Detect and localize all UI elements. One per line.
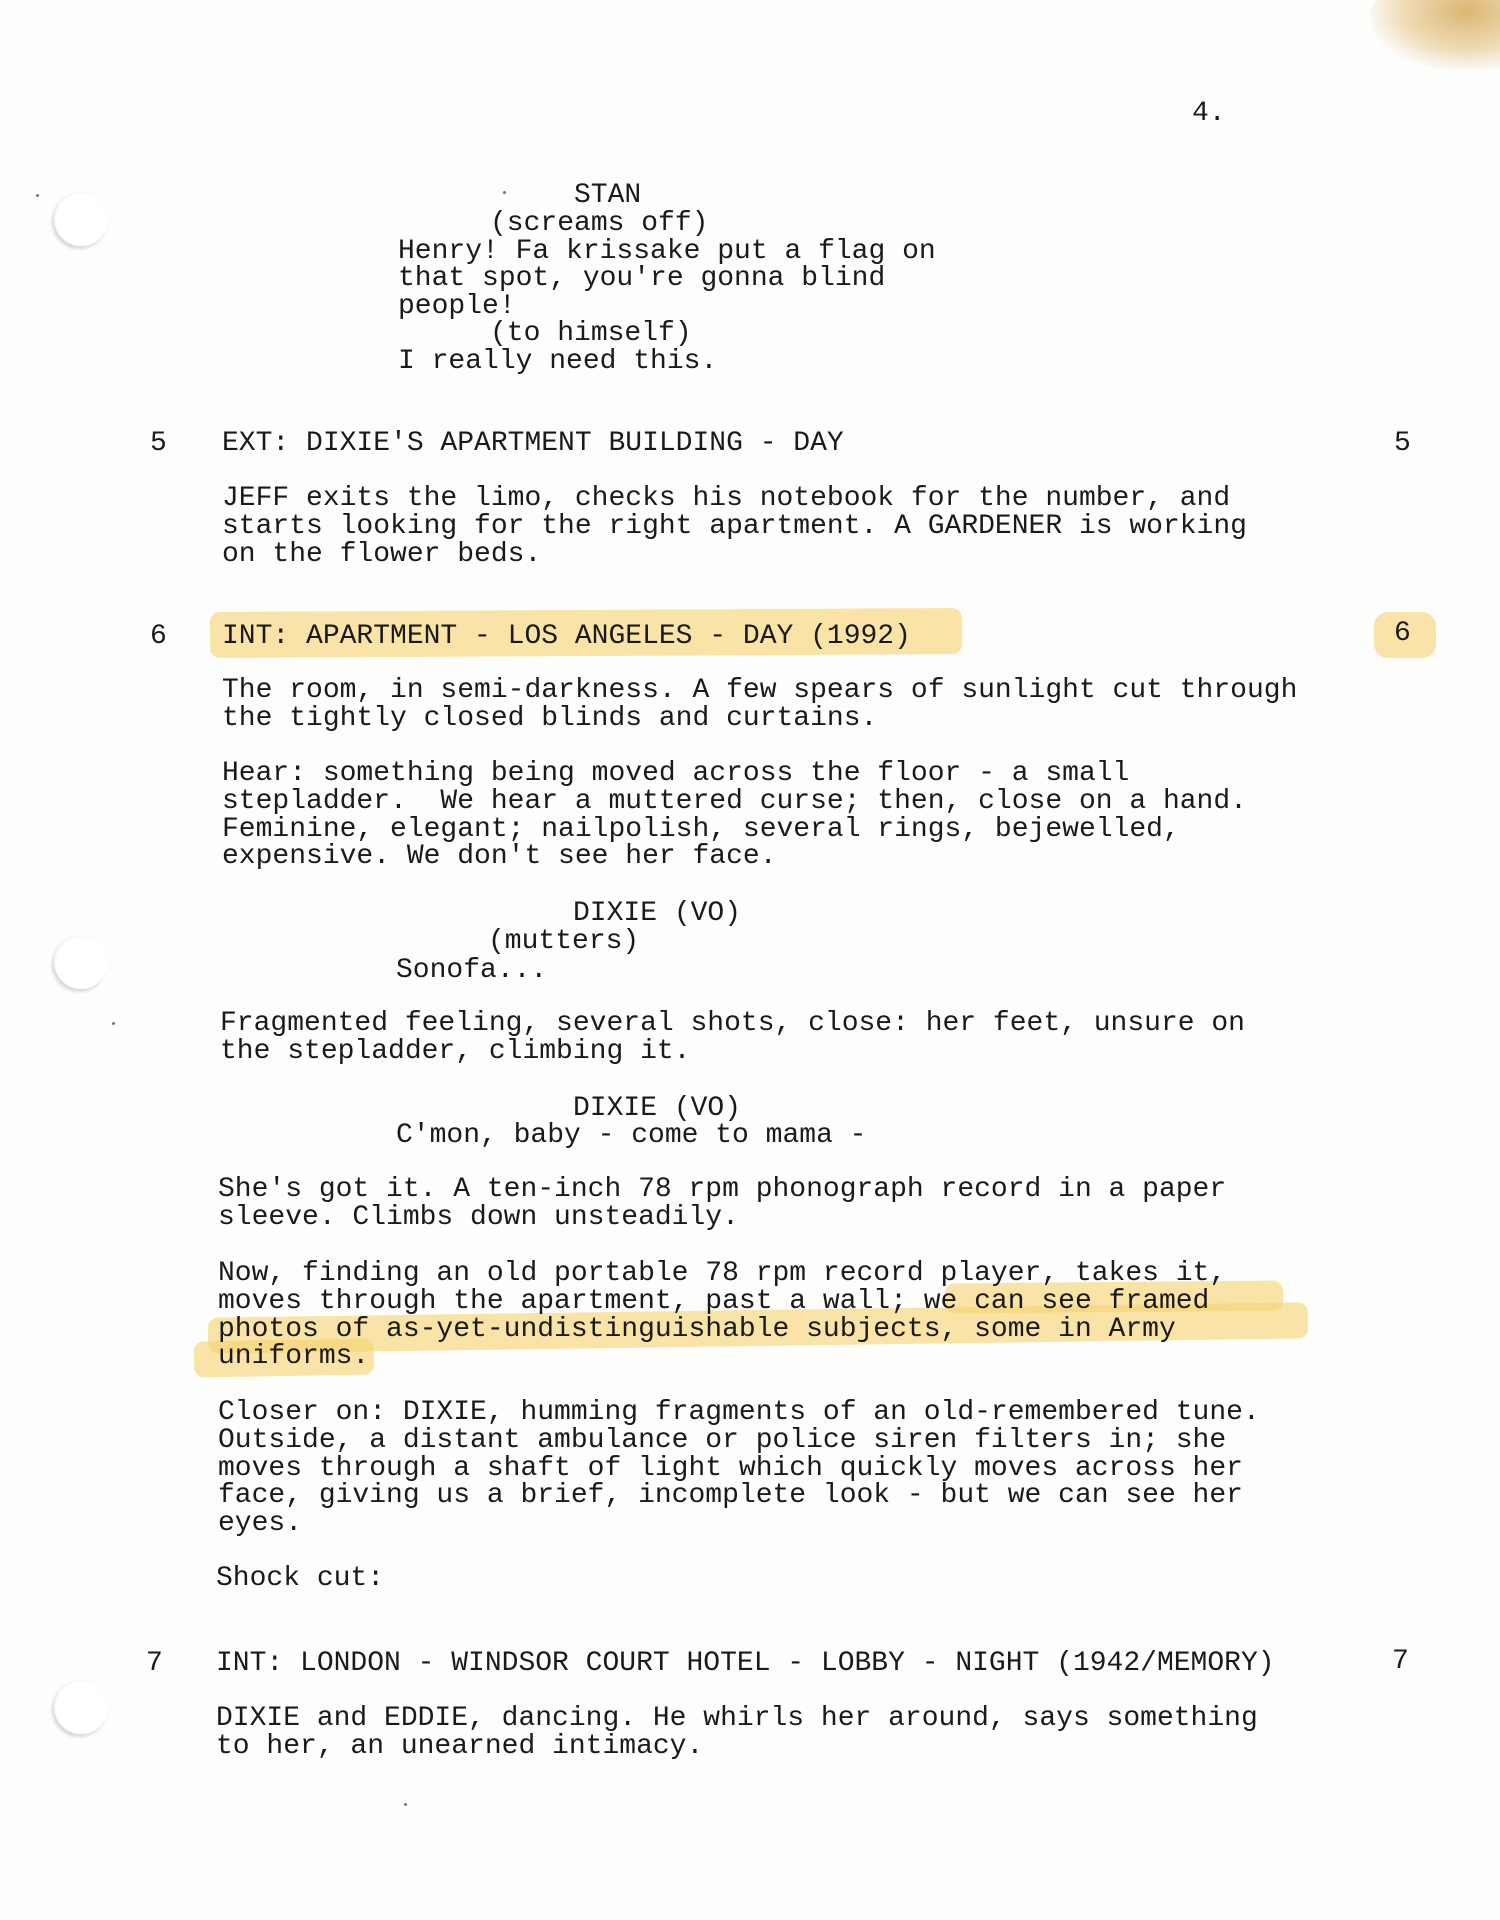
action-line: moves through a shaft of light which quickly moves across her xyxy=(218,1453,1243,1484)
action-line: the tightly closed blinds and curtains. xyxy=(222,703,878,734)
action-line: Closer on: DIXIE, humming fragments of an old-remembered tune. xyxy=(218,1397,1260,1428)
parenthetical: (screams off) xyxy=(490,208,709,239)
character-dixie: DIXIE (VO) xyxy=(573,898,742,929)
action-line: uniforms. xyxy=(218,1341,370,1372)
action-line: face, giving us a brief, incomplete look - but we can see her xyxy=(218,1480,1243,1511)
scene-heading: INT: APARTMENT - LOS ANGELES - DAY (1992) xyxy=(222,621,911,652)
action-line: to her, an unearned intimacy. xyxy=(216,1731,704,1762)
speck xyxy=(503,191,506,194)
parenthetical: (mutters) xyxy=(488,926,640,957)
scene-number-left: 6 xyxy=(150,621,167,652)
action-line: on the flower beds. xyxy=(222,539,542,570)
action-line: photos of as-yet-undistinguishable subjects, some in Army xyxy=(218,1314,1176,1345)
dialogue-line: I really need this. xyxy=(398,346,718,377)
action-line: DIXIE and EDDIE, dancing. He whirls her around, says something xyxy=(216,1703,1258,1734)
punch-hole-bottom xyxy=(54,1680,108,1734)
scene-heading: EXT: DIXIE'S APARTMENT BUILDING - DAY xyxy=(222,428,844,459)
action-line: moves through the apartment, past a wall; we can see framed xyxy=(218,1286,1210,1317)
transition: Shock cut: xyxy=(216,1563,385,1594)
action-line: expensive. We don't see her face. xyxy=(222,841,777,872)
page-number: 4. xyxy=(1192,98,1226,129)
scene-number-left: 5 xyxy=(150,428,167,459)
character-dixie: DIXIE (VO) xyxy=(573,1093,742,1124)
action-line: Now, finding an old portable 78 rpm record player, takes it, xyxy=(218,1258,1227,1289)
punch-hole-middle xyxy=(54,935,108,989)
action-line: Hear: something being moved across the floor - a small xyxy=(222,758,1130,789)
action-line: stepladder. We hear a muttered curse; then, close on a hand. xyxy=(222,786,1247,817)
scene-number-right: 6 xyxy=(1394,618,1411,649)
dialogue-line: that spot, you're gonna blind xyxy=(398,263,886,294)
scene-number-right: 7 xyxy=(1392,1646,1409,1677)
action-line: starts looking for the right apartment. A GARDENER is working xyxy=(222,511,1247,542)
character-stan: STAN xyxy=(574,180,642,211)
action-line: the stepladder, climbing it. xyxy=(220,1036,691,1067)
action-line: Fragmented feeling, several shots, close: her feet, unsure on xyxy=(220,1008,1245,1039)
scene-heading: INT: LONDON - WINDSOR COURT HOTEL - LOBBY - NIGHT (1942/MEMORY) xyxy=(216,1648,1275,1679)
dialogue-line: Sonofa... xyxy=(396,955,548,986)
action-line: Outside, a distant ambulance or police siren filters in; she xyxy=(218,1425,1227,1456)
coffee-stain xyxy=(1370,0,1500,70)
action-line: The room, in semi-darkness. A few spears of sunlight cut through xyxy=(222,675,1298,706)
parenthetical: (to himself) xyxy=(490,318,692,349)
punch-hole-top xyxy=(54,192,108,246)
action-line: sleeve. Climbs down unsteadily. xyxy=(218,1202,739,1233)
dialogue-line: Henry! Fa krissake put a flag on xyxy=(398,236,936,267)
scene-number-right: 5 xyxy=(1394,428,1411,459)
action-line: eyes. xyxy=(218,1508,303,1539)
speck xyxy=(404,1803,407,1806)
speck xyxy=(36,194,39,197)
scene-number-left: 7 xyxy=(146,1648,163,1679)
dialogue-line: C'mon, baby - come to mama - xyxy=(396,1120,867,1151)
dialogue-line: people! xyxy=(398,291,516,322)
speck xyxy=(112,1022,115,1025)
action-line: She's got it. A ten-inch 78 rpm phonograph record in a paper xyxy=(218,1174,1227,1205)
action-line: JEFF exits the limo, checks his notebook for the number, and xyxy=(222,483,1231,514)
action-line: Feminine, elegant; nailpolish, several rings, bejewelled, xyxy=(222,814,1180,845)
